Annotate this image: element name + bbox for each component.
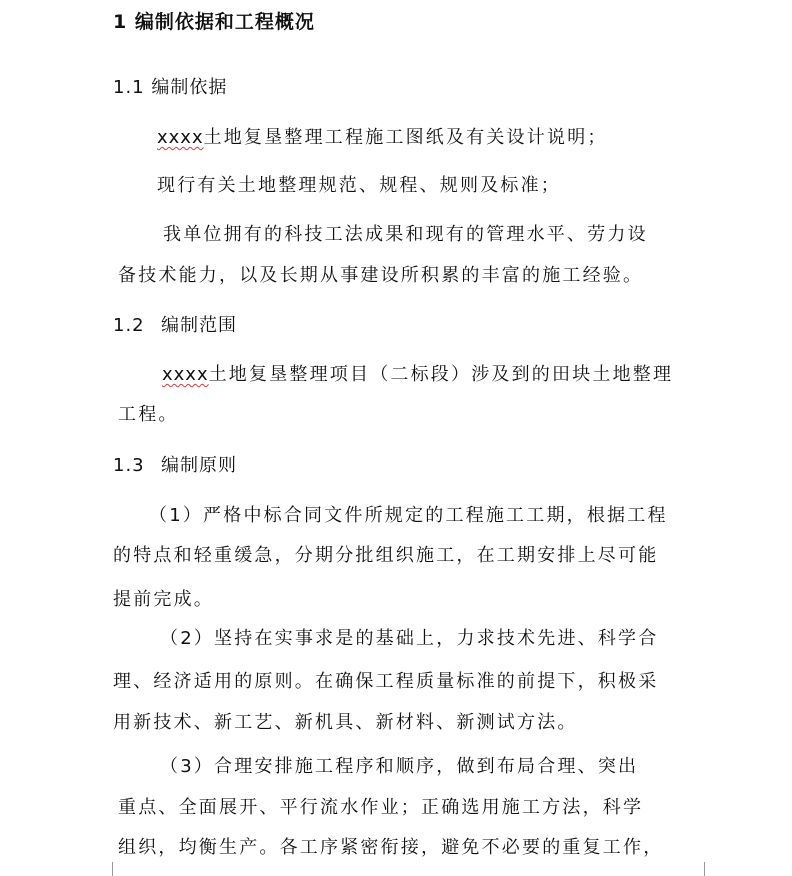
placeholder-project-name: xxxx — [157, 127, 204, 148]
section-1-3-number: 1.3 — [113, 455, 145, 476]
paragraph-text: 土地复垦整理项目（二标段）涉及到的田块土地整理 — [208, 364, 674, 385]
principle-2-line1: （2）坚持在实事求是的基础上，力求技术先进、科学合 — [160, 628, 659, 649]
paragraph-basis-drawings — [157, 126, 608, 150]
principle-1-line1: （1）严格中标合同文件所规定的工程施工工期，根据工程 — [149, 505, 668, 526]
heading-1: 1 编制依据和工程概况 — [113, 11, 315, 33]
section-1-1-number: 1.1 — [113, 77, 145, 98]
principle-3-line3: 组织，均衡生产。各工序紧密衔接，避免不必要的重复工作， — [118, 837, 664, 858]
section-1-2-heading — [113, 314, 237, 338]
placeholder-project-name: xxxx — [162, 364, 209, 385]
section-1-1-heading — [113, 76, 227, 100]
paragraph-scope-line1 — [162, 363, 673, 387]
principle-1-line3: 提前完成。 — [113, 589, 214, 610]
paragraph-text: 土地复垦整理工程施工图纸及有关设计说明； — [203, 127, 608, 148]
principle-3-line2: 重点、全面展开、平行流水作业；正确选用施工方法，科学 — [118, 797, 644, 818]
section-1-3-title: 编制原则 — [161, 455, 237, 476]
paragraph-scope-line2: 工程。 — [118, 404, 179, 425]
paragraph-basis-capability-line1: 我单位拥有的科技工法成果和现有的管理水平、劳力设 — [163, 224, 648, 245]
section-1-2-number: 1.2 — [113, 315, 145, 336]
principle-2-line2: 理、经济适用的原则。在确保工程质量标准的前提下，积极采 — [113, 671, 659, 692]
paragraph-basis-capability-line2: 备技术能力，以及长期从事建设所积累的丰富的施工经验。 — [118, 265, 644, 286]
page-corner-mark-right — [704, 862, 719, 876]
principle-1-line2: 的特点和轻重缓急，分期分批组织施工，在工期安排上尽可能 — [113, 545, 659, 566]
section-1-2-title: 编制范围 — [161, 315, 237, 336]
principle-2-line3: 用新技术、新工艺、新机具、新材料、新测试方法。 — [113, 712, 578, 733]
section-1-3-heading — [113, 454, 237, 478]
paragraph-basis-standards: 现行有关土地整理规范、规程、规则及标准； — [157, 175, 561, 196]
section-1-1-title: 编制依据 — [151, 77, 228, 98]
page-corner-mark-left — [98, 862, 113, 876]
principle-3-line1: （3）合理安排施工程序和顺序，做到布局合理、突出 — [160, 756, 639, 777]
